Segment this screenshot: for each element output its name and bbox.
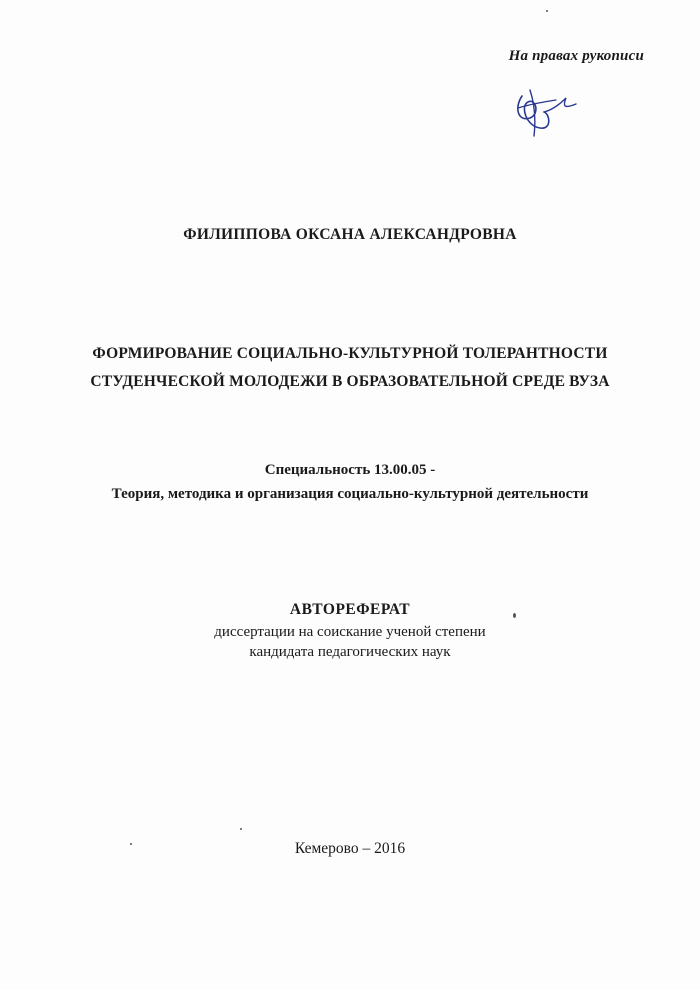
scan-speck (130, 843, 132, 845)
abstract-heading: АВТОРЕФЕРАТ (289, 601, 411, 618)
author-name: ФИЛИППОВА ОКСАНА АЛЕКСАНДРОВНА (183, 226, 517, 243)
place-and-year: Кемерово – 2016 (294, 840, 406, 857)
manuscript-rights-note: На правах рукописи (508, 48, 644, 64)
scan-speck (513, 613, 516, 618)
title-line-1: ФОРМИРОВАНИЕ СОЦИАЛЬНО-КУЛЬТУРНОЙ ТОЛЕРАНТНОСТИ (92, 345, 608, 362)
scan-speck (546, 10, 548, 12)
handwritten-signature (500, 78, 590, 148)
dissertation-title (0, 340, 700, 396)
scan-speck (240, 828, 242, 830)
abstract-line-2: кандидата педагогических наук (249, 644, 451, 660)
title-line-2: СТУДЕНЧЕСКОЙ МОЛОДЕЖИ В ОБРАЗОВАТЕЛЬНОЙ СРЕДЕ ВУЗА (90, 373, 610, 390)
abstract-line-1: диссертации на соискание ученой степени (214, 624, 486, 640)
abstract-block (0, 600, 700, 662)
specialty-block (0, 458, 700, 506)
specialty-code: Специальность 13.00.05 - (264, 462, 436, 478)
specialty-name: Теория, методика и организация социально-культурной деятельности (111, 486, 589, 502)
